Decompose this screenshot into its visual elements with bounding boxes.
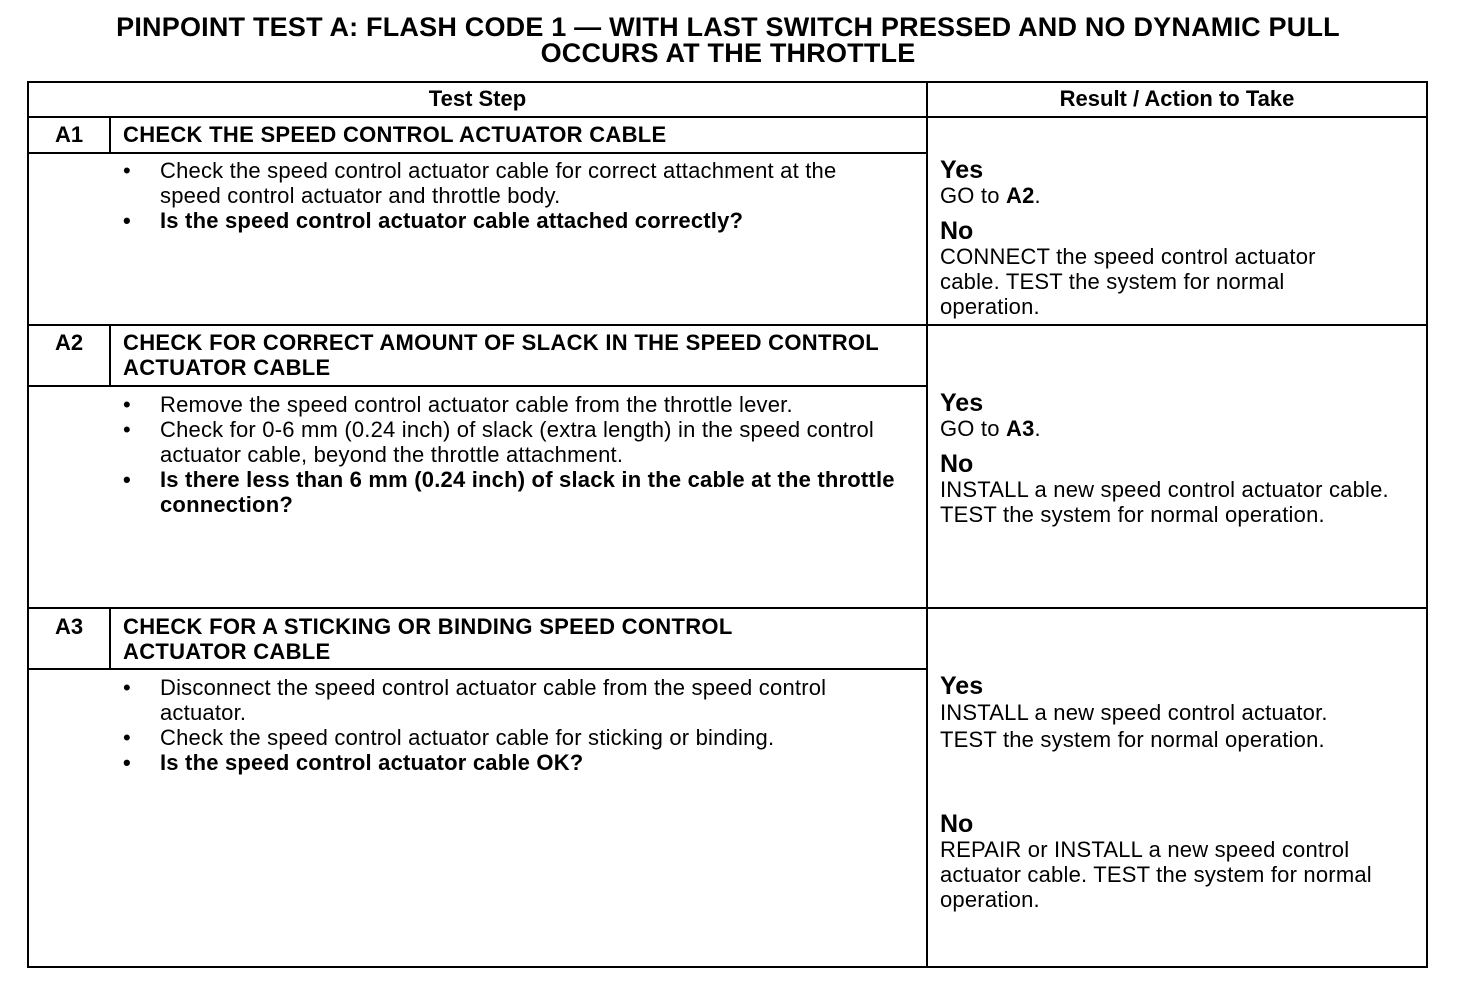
page-title: [0, 14, 1456, 66]
result-no-text: CONNECT the speed control actuator cable. TEST the system for normal operation.: [940, 244, 1316, 319]
instruction-question: • Is there less than 6 mm (0.24 inch) of slack in the cable at the throttle connection?: [123, 467, 895, 517]
result-yes-label: Yes: [940, 389, 984, 417]
step-title-a3: CHECK FOR A STICKING OR BINDING SPEED CONTROL ACTUATOR CABLE: [123, 614, 733, 664]
result-yes-label: Yes: [940, 672, 984, 700]
step-instructions-a3: [123, 675, 883, 775]
instruction-item: • Check the speed control actuator cable for sticking or binding.: [123, 725, 775, 750]
result-no-label: No: [940, 450, 974, 478]
instruction-question: • Is the speed control actuator cable attached correctly?: [123, 208, 744, 233]
step-title-a2: CHECK FOR CORRECT AMOUNT OF SLACK IN THE SPEED CONTROL ACTUATOR CABLE: [123, 330, 879, 380]
title-line-2: OCCURS AT THE THROTTLE: [540, 38, 916, 68]
result-yes-text: INSTALL a new speed control actuator. TEST the system for normal operation.: [940, 700, 1328, 752]
step-instructions-a2: [123, 392, 903, 517]
result-a3: [940, 673, 1420, 912]
result-a2: [940, 390, 1420, 527]
step-title-divider-a1: [27, 152, 927, 154]
step-reference-link: A2: [1006, 183, 1035, 208]
instruction-item: • Disconnect the speed control actuator cable from the speed control actuator.: [123, 675, 827, 725]
instruction-item: • Check the speed control actuator cable for correct attachment at the speed control actuator and throttle body.: [123, 158, 837, 208]
result-no-label: No: [940, 217, 974, 245]
step-id-divider-a1: [109, 116, 111, 153]
step-title-divider-a3: [27, 668, 927, 670]
step-title-divider-a2: [27, 385, 927, 387]
result-yes-label: Yes: [940, 156, 984, 184]
result-yes-text: GO to A2.: [940, 183, 1041, 208]
instruction-question: • Is the speed control actuator cable OK?: [123, 750, 584, 775]
step-instructions-a1: [123, 158, 903, 233]
title-line-1: PINPOINT TEST A: FLASH CODE 1 — WITH LAST SWITCH PRESSED AND NO DYNAMIC PULL: [116, 12, 1340, 42]
result-a1: [940, 157, 1420, 319]
result-yes-text: GO to A3.: [940, 416, 1041, 441]
column-divider: [926, 81, 928, 968]
step-title-a1: CHECK THE SPEED CONTROL ACTUATOR CABLE: [123, 122, 667, 147]
instruction-item: • Check for 0-6 mm (0.24 inch) of slack (extra length) in the speed control actuator cable, beyond the throttle attachment.: [123, 417, 875, 467]
step-divider-a2: [27, 607, 1428, 609]
step-id-a3: A3: [54, 614, 84, 639]
header-result: Result / Action to Take: [1059, 86, 1295, 111]
step-id-a2: A2: [54, 330, 84, 355]
result-no-label: No: [940, 810, 974, 838]
header-test-step: Test Step: [428, 86, 527, 111]
instruction-item: • Remove the speed control actuator cable from the throttle lever.: [123, 392, 793, 417]
step-id-divider-a2: [109, 324, 111, 387]
step-id-a1: A1: [54, 122, 84, 147]
header-divider: [27, 116, 1428, 118]
step-divider-a1: [27, 324, 1428, 326]
step-id-divider-a3: [109, 607, 111, 670]
result-no-text: INSTALL a new speed control actuator cable. TEST the system for normal operation.: [940, 477, 1389, 527]
step-reference-link: A3: [1006, 416, 1035, 441]
result-no-text: REPAIR or INSTALL a new speed control actuator cable. TEST the system for normal operation.: [940, 837, 1372, 912]
